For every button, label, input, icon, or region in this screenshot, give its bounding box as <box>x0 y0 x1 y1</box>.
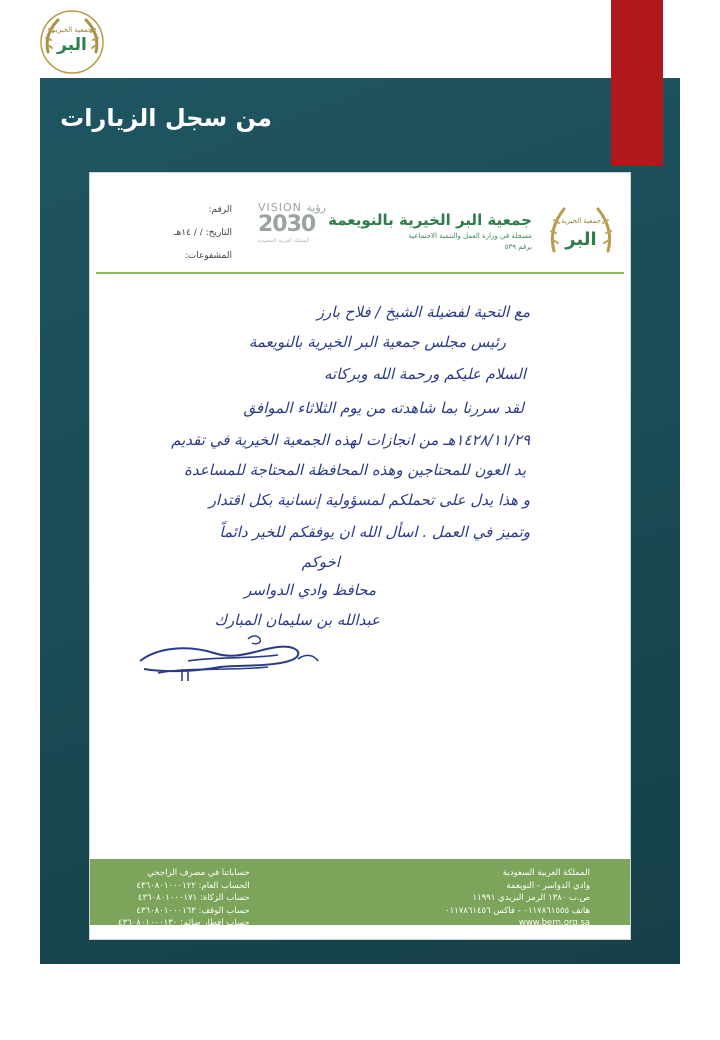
handwritten-line: ١٤٢٨/١١/٢٩هـ من انجازات لهذه الجمعية الخيرية في تقديم <box>171 431 530 449</box>
handwritten-line: رئيس مجلس جمعية البر الخيرية بالنويعمة <box>248 333 506 351</box>
logo-caption: جمعية الخيرية <box>51 26 93 34</box>
org-name: جمعية البر الخيرية بالنويعمة <box>328 211 532 229</box>
footer-bank-line: حساب إفطار صائم: ٤٣٦٠٨٠١٠٠٠١٣٠ <box>118 918 250 928</box>
footer-address-line: ص.ب ١٣٨٠ الرمز البريدي ١١٩٩١ <box>472 893 590 903</box>
handwritten-line: و هذا يدل على تحملكم لمسؤولية إنسانية بكل اقتدار <box>208 491 530 509</box>
footer-bank-line: الحساب العام: ٤٣٦٠٨٠١٠٠٠١٢٢ <box>136 880 250 891</box>
date-value: / / ١٤هـ <box>173 228 203 238</box>
handwritten-line: يد العون للمحتاجين وهذه المحافظة المحتاجة للمساعدة <box>183 461 526 479</box>
date-label: التاريخ: <box>205 228 232 238</box>
handwritten-line: وتميز في العمل . اسأل الله ان يوفقكم للخير دائماً <box>219 523 530 541</box>
signature-scribble <box>128 631 338 685</box>
footer-website: www.bern.org.sa <box>518 918 590 928</box>
handwritten-closing: اخوكم <box>301 553 340 571</box>
footer-address <box>445 867 590 930</box>
svg-text:البر: البر <box>565 229 597 250</box>
handwritten-line: مع التحية لفضيلة الشيخ / فلاح بارز <box>316 303 530 321</box>
footer-bank-line: حساب الزكاة: ٤٣٦٠٨٠١٠٠٠١٧١ <box>137 893 250 903</box>
handwritten-signer-name: عبدالله بن سليمان المبارك <box>214 611 380 629</box>
letterhead-organization <box>328 211 532 251</box>
logo-text: البر <box>57 35 87 55</box>
footer-bank-heading: حساباتنا في مصرف الراجحي <box>147 868 250 878</box>
org-registration: مسجلة في وزارة العمل والتنمية الاجتماعية <box>408 232 532 240</box>
number-label: الرقم: <box>208 205 232 215</box>
letter-footer <box>90 859 630 928</box>
page-title: من سجل الزيارات <box>60 104 272 132</box>
org-registration-number: برقم ٥٣٩ <box>504 243 532 251</box>
handwritten-line: السلام عليكم ورحمة الله وبركاته <box>324 365 526 383</box>
vision-word: VISION <box>258 201 302 214</box>
footer-bank-accounts <box>118 867 250 930</box>
charity-logo <box>38 8 106 76</box>
footer-bank-line: حساب الوقف: ٤٣٦٠٨٠١٠٠٠١٦٣ <box>136 905 250 916</box>
vision-caption: المملكة العربية السعودية <box>258 238 310 244</box>
footer-address-line: هاتف ٠١١٧٨٦١٥٥٥ - فاكس ٠١١٧٨٦١٤٥٦ <box>445 905 590 916</box>
vision-arabic: رؤية <box>306 201 326 214</box>
svg-text:جمعية الخيرية: جمعية الخيرية <box>560 217 602 225</box>
attachments-label: المشفوعات: <box>184 251 232 261</box>
footer-address-line: وادي الدواسر - النويعمة <box>506 880 590 891</box>
vision-2030-logo <box>258 201 330 261</box>
footer-address-line: المملكة العربية السعودية <box>502 868 590 878</box>
red-accent-tab <box>611 0 663 166</box>
letterhead-logo <box>546 199 616 261</box>
vision-year: 2030 <box>258 212 316 237</box>
handwritten-signer-title: محافظ وادي الدواسر <box>244 581 376 599</box>
letter-meta <box>106 199 232 268</box>
handwritten-line: لقد سررنا بما شاهدته من يوم الثلاثاء الموافق <box>243 399 524 417</box>
handwritten-body <box>110 291 530 691</box>
scanned-letter <box>89 172 631 940</box>
letterhead-divider <box>96 272 624 274</box>
